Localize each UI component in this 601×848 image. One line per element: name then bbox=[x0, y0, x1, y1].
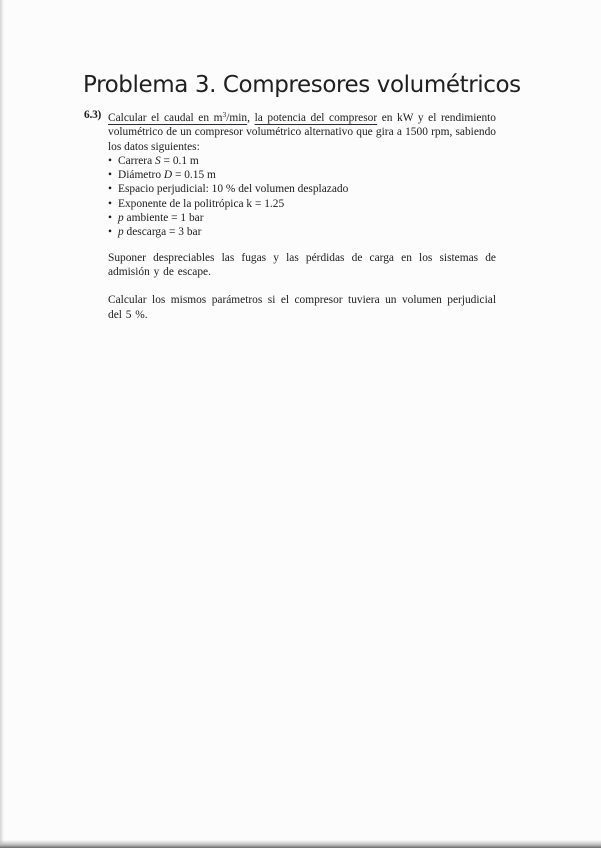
problem-block bbox=[84, 108, 496, 322]
bullet-icon: • bbox=[108, 183, 112, 196]
page-title: Problema 3. Compresores volumétricos bbox=[83, 72, 521, 98]
data-list bbox=[108, 154, 496, 240]
assumption-note: Suponer despreciables las fugas y las pérdidas de carga en los sistemas de admisión y de escape. bbox=[108, 251, 496, 278]
underlined-caudal: Calcular el caudal en $m^3/\min$ bbox=[108, 110, 248, 124]
data-item-p-descarga: • p descarga = 3 bar bbox=[108, 226, 202, 239]
problem-statement: Calcular el caudal en $m^3/\min$, la potencia del compresor en kW y el rendimiento volumétrico de un compresor volumétrico alternativo que gira a 1500 rpm, sabiendo los datos siguientes: bbox=[108, 110, 497, 153]
follow-up-question: Calcular los mismos parámetros si el compresor tuviera un volumen perjudicial del 5 %. bbox=[108, 294, 496, 321]
data-item-p-ambiente: • p ambiente = 1 bar bbox=[108, 212, 204, 225]
cubic-superscript: 3 bbox=[222, 110, 227, 119]
bullet-icon: • bbox=[108, 197, 112, 210]
scan-bottom-edge bbox=[0, 840, 601, 848]
data-item-carrera: • Carrera S = 0.1 m bbox=[108, 154, 199, 167]
bullet-icon: • bbox=[108, 169, 112, 182]
data-item-exponente: • Exponente de la politrópica k = 1.25 bbox=[108, 197, 285, 210]
scan-edge-shadow bbox=[0, 0, 4, 848]
bullet-icon: • bbox=[108, 154, 112, 167]
bullet-icon: • bbox=[108, 226, 112, 239]
data-item-diametro: • Diámetro D = 0.15 m bbox=[108, 169, 216, 182]
bullet-icon: • bbox=[108, 212, 112, 225]
problem-number: 6.3) bbox=[84, 109, 102, 121]
underlined-potencia: la potencia del compresor bbox=[254, 112, 378, 124]
data-item-espacio-perjudicial: • Espacio perjudicial: 10 % del volumen desplazado bbox=[108, 183, 349, 196]
